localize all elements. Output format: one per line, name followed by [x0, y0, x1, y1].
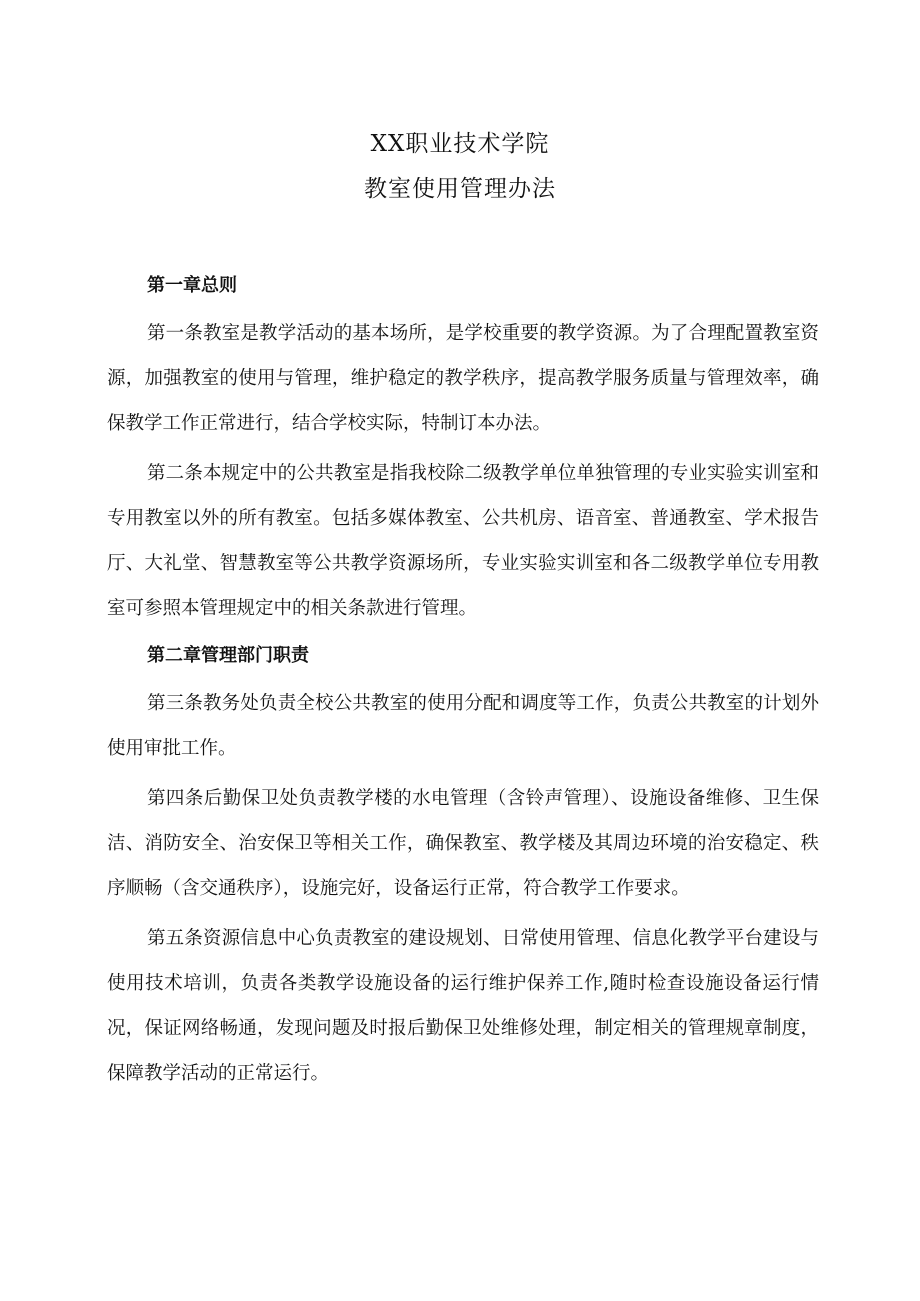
article-5: 第五条资源信息中心负责教室的建设规划、日常使用管理、信息化教学平台建设与使用技术培训，负责各类教学设施设备的运行维护保养工作,随时检查设施设备运行情况，保证网络畅通，发现问题及时报后勤保卫处维修处理，制定相关的管理规章制度，保障教学活动的正常运行。 [107, 928, 819, 1084]
article-3: 第三条教务处负责全校公共教室的使用分配和调度等工作，负责公共教室的计划外使用审批工作。 [107, 693, 819, 759]
regulation-title: 教室使用管理办法 [364, 176, 556, 202]
chapter-heading-2: 第二章管理部门职责 [147, 645, 309, 666]
institution-name: XX职业技术学院 [370, 131, 550, 157]
document-body [107, 266, 819, 1101]
article-2: 第二条本规定中的公共教室是指我校除二级教学单位单独管理的专业实验实训室和专用教室以外的所有教室。包括多媒体教室、公共机房、语音室、普通教室、学术报告厅、大礼堂、智慧教室等公共教学资源场所，专业实验实训室和各二级教学单位专用教室可参照本管理规定中的相关条款进行管理。 [107, 463, 819, 619]
chapter-heading-1: 第一章总则 [147, 275, 237, 296]
article-1: 第一条教室是教学活动的基本场所，是学校重要的教学资源。为了合理配置教室资源，加强教室的使用与管理，维护稳定的教学秩序，提高教学服务质量与管理效率，确保教学工作正常进行，结合学校实际，特制订本办法。 [107, 323, 819, 434]
document-title [0, 122, 920, 212]
article-4: 第四条后勤保卫处负责教学楼的水电管理（含铃声管理）、设施设备维修、卫生保洁、消防安全、治安保卫等相关工作，确保教室、教学楼及其周边环境的治安稳定、秩序顺畅（含交通秩序），设施完好，设备运行正常，符合教学工作要求。 [107, 788, 819, 899]
